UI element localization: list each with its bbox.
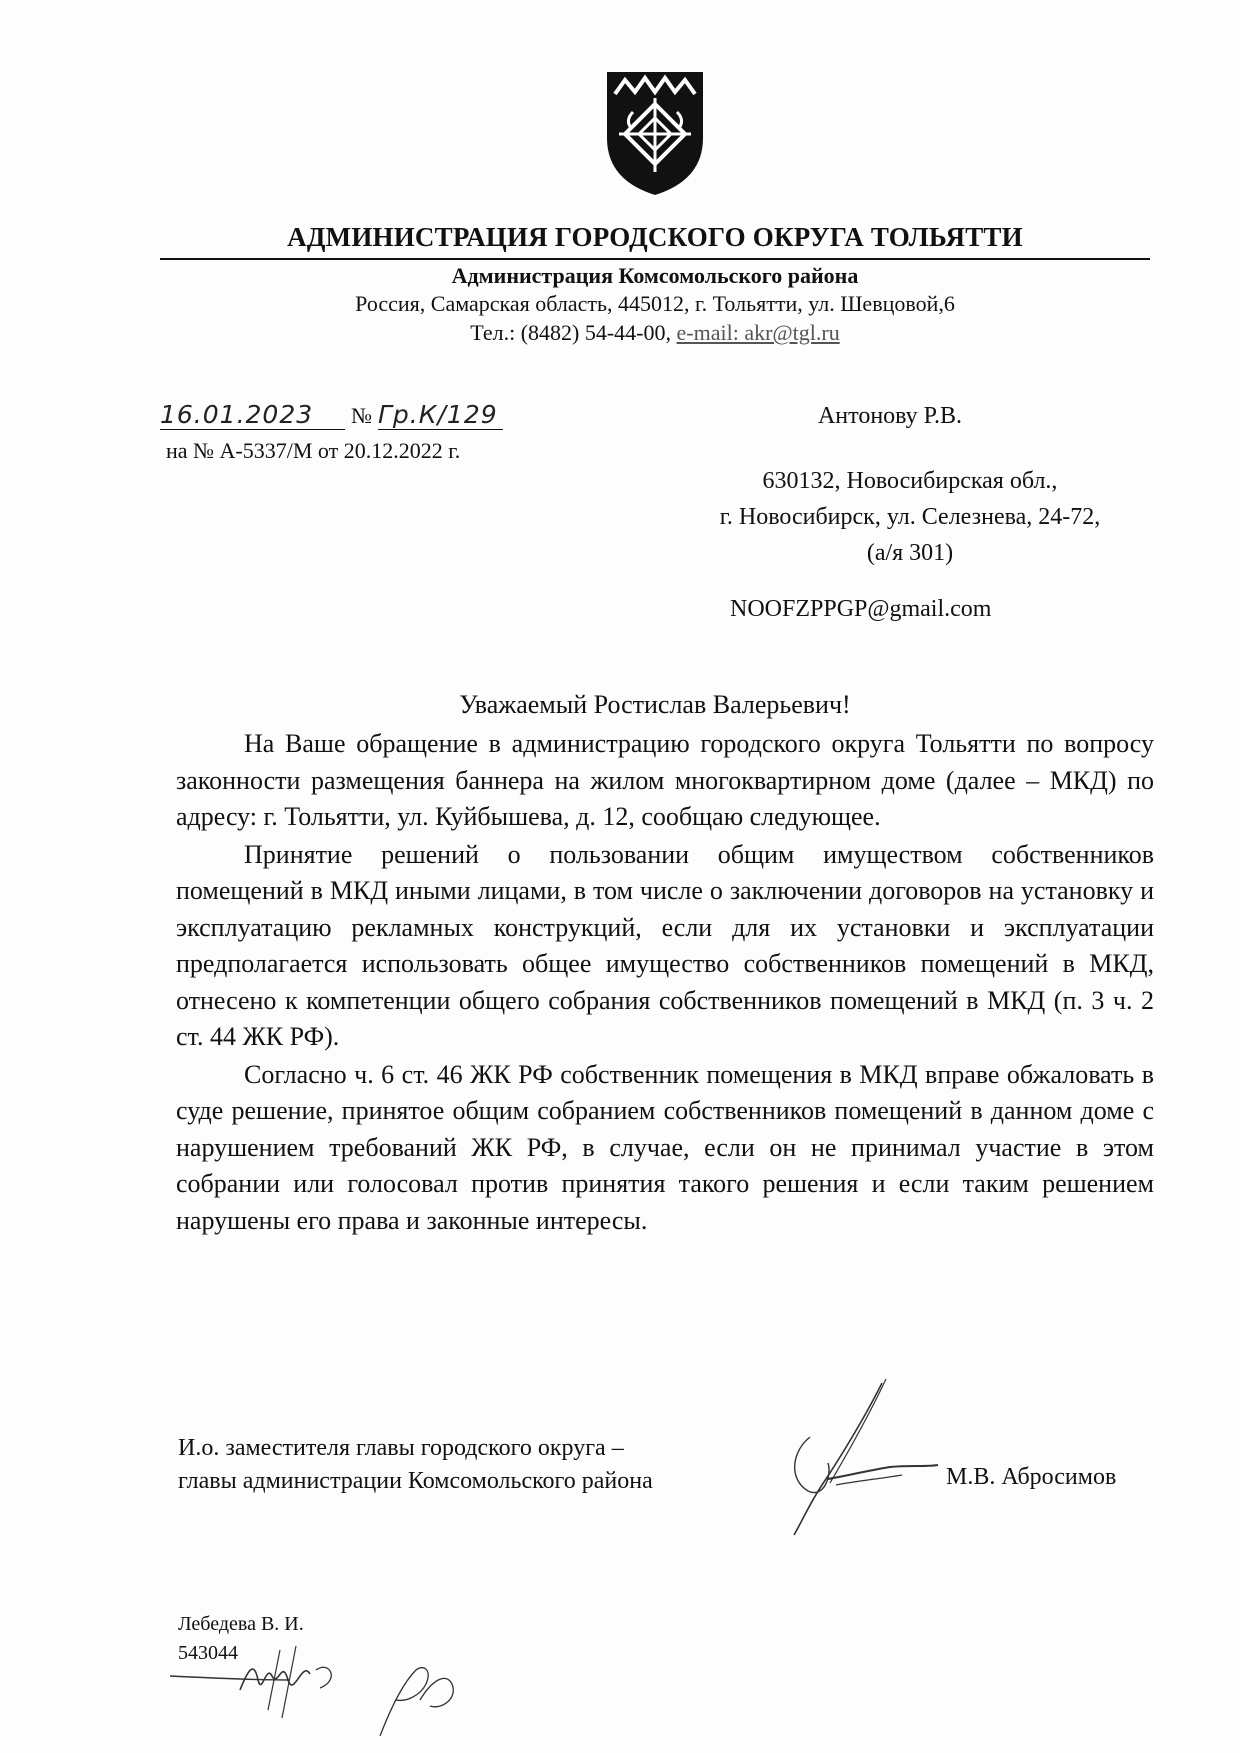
registration-line	[160, 400, 503, 430]
organization-contacts	[160, 320, 1150, 346]
executor-name: Лебедева В. И.	[178, 1613, 304, 1635]
coat-of-arms-icon	[603, 68, 707, 198]
organization-phone: Тел.: (8482) 54-44-00,	[470, 320, 677, 345]
greeting: Уважаемый Ростислав Валерьевич!	[459, 690, 851, 719]
reference-line: на № А-5337/М от 20.12.2022 г.	[166, 438, 461, 463]
organization-title: АДМИНИСТРАЦИЯ ГОРОДСКОГО ОКРУГА ТОЛЬЯТТИ	[287, 222, 1023, 252]
organization-email[interactable]: e-mail: akr@tgl.ru	[676, 320, 840, 345]
number-sign: №	[351, 403, 372, 428]
body-paragraph: На Ваше обращение в администрацию городского округа Тольятти по вопросу законности размещения баннера на жилом многоквартирном доме (далее – МКД) по адресу: г. Тольятти, ул. Куйбышева, д. 12, сообщаю следующее.	[176, 729, 1154, 831]
executor-phone: 543044	[178, 1642, 238, 1664]
letter-body	[176, 726, 1154, 1240]
recipient-address-line: 630132, Новосибирская обл.,	[762, 468, 1058, 494]
body-paragraph: Согласно ч. 6 ст. 46 ЖК РФ собственник помещения в МКД вправе обжаловать в суде решение, принятое общим собранием собственников помещений в данном доме с нарушением требований ЖК РФ, в случае, если он не принимал участие в этом собрании или голосовал против принятия такого решения и если таким решением нарушены его права и законные интересы.	[176, 1059, 1154, 1235]
signatory-name: М.В. Абросимов	[946, 1464, 1117, 1490]
body-paragraph: Принятие решений о пользовании общим имуществом собственников помещений в МКД иными лицами, в том числе о заключении договоров на установку и эксплуатацию рекламных конструкций, если для их установки и эксплуатации предполагается использовать общее имущество собственников помещений в МКД, отнесено к компетенции общего собрания собственников помещений в МКД (п. 3 ч. 2 ст. 44 ЖК РФ).	[176, 839, 1154, 1051]
handwritten-initials-icon	[170, 1640, 510, 1740]
signatory-position-line: главы администрации Комсомольского района	[178, 1468, 653, 1494]
recipient-address	[640, 463, 1180, 571]
signatory-position	[178, 1432, 653, 1498]
recipient-email: NOOFZPPGP@gmail.com	[730, 596, 992, 622]
signatory-position-line: И.о. заместителя главы городского округа –	[178, 1435, 624, 1461]
handwritten-signature-icon	[770, 1375, 940, 1540]
department-title: Администрация Комсомольского района	[451, 263, 859, 288]
handwritten-date: 16.01.2023	[160, 400, 345, 430]
handwritten-number: Гр.К/129	[378, 400, 503, 430]
header-divider	[160, 258, 1150, 260]
recipient-address-line: (а/я 301)	[866, 540, 954, 566]
organization-address: Россия, Самарская область, 445012, г. Тольятти, ул. Шевцовой,6	[355, 291, 955, 316]
recipient-address-line: г. Новосибирск, ул. Селезнева, 24-72,	[719, 504, 1101, 530]
recipient-name: Антонову Р.В.	[817, 403, 963, 429]
